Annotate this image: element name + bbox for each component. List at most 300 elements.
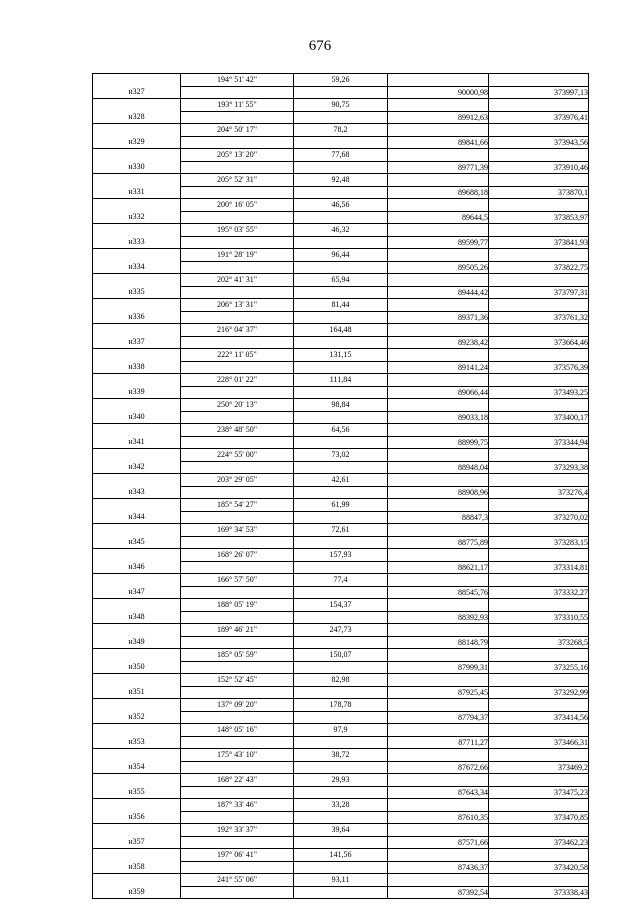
point-cell-empty (93, 174, 181, 187)
x-cell-empty (388, 574, 489, 587)
x-coordinate-cell: 89444,42 (388, 286, 489, 299)
point-id-cell: н330 (93, 161, 181, 174)
angle-cell-empty (181, 486, 294, 499)
point-row (93, 211, 589, 224)
point-id-cell: н327 (93, 86, 181, 99)
segment-row (93, 674, 589, 687)
point-cell-empty (93, 649, 181, 662)
angle-cell: 194° 51' 42" (181, 74, 294, 87)
x-cell-empty (388, 224, 489, 237)
y-coordinate-cell: 373462,23 (489, 836, 589, 849)
y-cell-empty (489, 724, 589, 737)
angle-cell-empty (181, 261, 294, 274)
y-cell-empty (489, 374, 589, 387)
x-coordinate-cell: 87610,35 (388, 811, 489, 824)
y-coordinate-cell: 373283,15 (489, 536, 589, 549)
distance-cell: 157,93 (294, 549, 388, 562)
segment-row (93, 149, 589, 162)
y-coordinate-cell: 373314,81 (489, 561, 589, 574)
point-cell-empty (93, 849, 181, 862)
distance-cell-empty (294, 786, 388, 799)
distance-cell-empty (294, 386, 388, 399)
y-coordinate-cell: 373761,32 (489, 311, 589, 324)
point-cell-empty (93, 349, 181, 362)
x-cell-empty (388, 199, 489, 212)
x-coordinate-cell: 87436,37 (388, 861, 489, 874)
point-row (93, 161, 589, 174)
distance-cell-empty (294, 586, 388, 599)
page-number: 676 (308, 38, 332, 54)
segment-row (93, 399, 589, 412)
point-id-cell: н354 (93, 761, 181, 774)
angle-cell: 206° 13' 31" (181, 299, 294, 312)
segment-row (93, 649, 589, 662)
angle-cell: 222° 11' 05" (181, 349, 294, 362)
angle-cell: 175° 43' 10" (181, 749, 294, 762)
distance-cell: 92,48 (294, 174, 388, 187)
y-coordinate-cell: 373870,1 (489, 186, 589, 199)
x-cell-empty (388, 399, 489, 412)
x-coordinate-cell: 88148,79 (388, 636, 489, 649)
y-cell-empty (489, 599, 589, 612)
distance-cell-empty (294, 436, 388, 449)
point-row (93, 561, 589, 574)
distance-cell-empty (294, 736, 388, 749)
angle-cell: 137° 09' 20" (181, 699, 294, 712)
y-cell-empty (489, 124, 589, 137)
segment-row (93, 874, 589, 887)
point-row (93, 811, 589, 824)
point-cell-empty (93, 699, 181, 712)
x-coordinate-cell: 89141,24 (388, 361, 489, 374)
point-id-cell: н359 (93, 886, 181, 899)
distance-cell: 59,26 (294, 74, 388, 87)
segment-row (93, 824, 589, 837)
distance-cell: 164,48 (294, 324, 388, 337)
x-coordinate-cell: 89505,26 (388, 261, 489, 274)
x-coordinate-cell: 89371,36 (388, 311, 489, 324)
y-coordinate-cell: 373310,55 (489, 611, 589, 624)
angle-cell-empty (181, 861, 294, 874)
y-cell-empty (489, 874, 589, 887)
angle-cell: 189° 46' 21" (181, 624, 294, 637)
x-cell-empty (388, 499, 489, 512)
y-cell-empty (489, 499, 589, 512)
point-row (93, 261, 589, 274)
x-cell-empty (388, 624, 489, 637)
y-coordinate-cell: 373997,13 (489, 86, 589, 99)
y-coordinate-cell: 373910,46 (489, 161, 589, 174)
angle-cell: 185° 54' 27" (181, 499, 294, 512)
point-cell-empty (93, 574, 181, 587)
point-row (93, 436, 589, 449)
x-cell-empty (388, 824, 489, 837)
distance-cell-empty (294, 811, 388, 824)
y-cell-empty (489, 74, 589, 87)
point-cell-empty (93, 224, 181, 237)
x-coordinate-cell: 87672,66 (388, 761, 489, 774)
y-coordinate-cell: 373268,5 (489, 636, 589, 649)
distance-cell-empty (294, 536, 388, 549)
x-cell-empty (388, 774, 489, 787)
point-id-cell: н342 (93, 461, 181, 474)
distance-cell: 78,2 (294, 124, 388, 137)
distance-cell: 38,72 (294, 749, 388, 762)
y-coordinate-cell: 373414,56 (489, 711, 589, 724)
y-coordinate-cell: 373853,97 (489, 211, 589, 224)
angle-cell: 152° 52' 45" (181, 674, 294, 687)
point-id-cell: н335 (93, 286, 181, 299)
point-id-cell: н328 (93, 111, 181, 124)
angle-cell: 203° 29' 05" (181, 474, 294, 487)
x-coordinate-cell: 88999,75 (388, 436, 489, 449)
y-cell-empty (489, 649, 589, 662)
angle-cell: 238° 48' 50" (181, 424, 294, 437)
x-coordinate-cell: 87392,54 (388, 886, 489, 899)
angle-cell: 204° 50' 17" (181, 124, 294, 137)
point-cell-empty (93, 74, 181, 87)
point-row (93, 336, 589, 349)
distance-cell: 93,11 (294, 874, 388, 887)
x-cell-empty (388, 724, 489, 737)
x-cell-empty (388, 374, 489, 387)
y-cell-empty (489, 99, 589, 112)
y-cell-empty (489, 699, 589, 712)
point-row (93, 461, 589, 474)
point-id-cell: н343 (93, 486, 181, 499)
point-cell-empty (93, 449, 181, 462)
point-row (93, 761, 589, 774)
y-coordinate-cell: 373469,2 (489, 761, 589, 774)
point-row (93, 286, 589, 299)
distance-cell: 131,15 (294, 349, 388, 362)
y-cell-empty (489, 224, 589, 237)
angle-cell-empty (181, 186, 294, 199)
point-id-cell: н357 (93, 836, 181, 849)
point-id-cell: н353 (93, 736, 181, 749)
segment-row (93, 199, 589, 212)
x-coordinate-cell: 87711,27 (388, 736, 489, 749)
segment-row (93, 424, 589, 437)
distance-cell: 46,56 (294, 199, 388, 212)
angle-cell-empty (181, 236, 294, 249)
segment-row (93, 374, 589, 387)
x-cell-empty (388, 524, 489, 537)
point-id-cell: н341 (93, 436, 181, 449)
x-cell-empty (388, 299, 489, 312)
angle-cell-empty (181, 136, 294, 149)
distance-cell-empty (294, 461, 388, 474)
distance-cell: 96,44 (294, 249, 388, 262)
y-cell-empty (489, 774, 589, 787)
x-cell-empty (388, 799, 489, 812)
distance-cell-empty (294, 486, 388, 499)
point-row (93, 486, 589, 499)
segment-row (93, 224, 589, 237)
point-row (93, 511, 589, 524)
y-coordinate-cell: 373841,93 (489, 236, 589, 249)
y-coordinate-cell: 373338,43 (489, 886, 589, 899)
x-cell-empty (388, 249, 489, 262)
angle-cell-empty (181, 111, 294, 124)
point-cell-empty (93, 149, 181, 162)
y-coordinate-cell: 373475,23 (489, 786, 589, 799)
distance-cell: 33,28 (294, 799, 388, 812)
x-cell-empty (388, 449, 489, 462)
point-cell-empty (93, 599, 181, 612)
point-row (93, 836, 589, 849)
distance-cell-empty (294, 211, 388, 224)
distance-cell-empty (294, 186, 388, 199)
distance-cell-empty (294, 236, 388, 249)
point-row (93, 136, 589, 149)
distance-cell: 65,94 (294, 274, 388, 287)
angle-cell: 224° 55' 00" (181, 449, 294, 462)
distance-cell: 77,68 (294, 149, 388, 162)
angle-cell: 197° 06' 41" (181, 849, 294, 862)
angle-cell-empty (181, 311, 294, 324)
point-cell-empty (93, 874, 181, 887)
segment-row (93, 774, 589, 787)
x-cell-empty (388, 424, 489, 437)
angle-cell-empty (181, 786, 294, 799)
distance-cell-empty (294, 411, 388, 424)
segment-row (93, 849, 589, 862)
distance-cell: 72,61 (294, 524, 388, 537)
y-coordinate-cell: 373255,16 (489, 661, 589, 674)
y-coordinate-cell: 373276,4 (489, 486, 589, 499)
x-cell-empty (388, 474, 489, 487)
point-cell-empty (93, 424, 181, 437)
y-coordinate-cell: 373822,75 (489, 261, 589, 274)
angle-cell: 185° 05' 59" (181, 649, 294, 662)
y-cell-empty (489, 249, 589, 262)
y-cell-empty (489, 749, 589, 762)
y-cell-empty (489, 174, 589, 187)
distance-cell-empty (294, 861, 388, 874)
point-cell-empty (93, 774, 181, 787)
angle-cell-empty (181, 511, 294, 524)
angle-cell: 228° 01' 22" (181, 374, 294, 387)
point-id-cell: н346 (93, 561, 181, 574)
angle-cell-empty (181, 286, 294, 299)
distance-cell-empty (294, 611, 388, 624)
y-coordinate-cell: 373332,27 (489, 586, 589, 599)
y-cell-empty (489, 474, 589, 487)
x-coordinate-cell: 89771,39 (388, 161, 489, 174)
point-id-cell: н339 (93, 386, 181, 399)
x-cell-empty (388, 649, 489, 662)
distance-cell-empty (294, 111, 388, 124)
y-coordinate-cell: 373470,85 (489, 811, 589, 824)
point-cell-empty (93, 724, 181, 737)
y-cell-empty (489, 799, 589, 812)
point-row (93, 111, 589, 124)
y-cell-empty (489, 849, 589, 862)
angle-cell: 166° 57' 50" (181, 574, 294, 587)
point-row (93, 661, 589, 674)
y-coordinate-cell: 373576,39 (489, 361, 589, 374)
y-cell-empty (489, 574, 589, 587)
point-row (93, 411, 589, 424)
distance-cell: 77,4 (294, 574, 388, 587)
distance-cell-empty (294, 836, 388, 849)
distance-cell-empty (294, 686, 388, 699)
point-cell-empty (93, 199, 181, 212)
segment-row (93, 349, 589, 362)
point-id-cell: н358 (93, 861, 181, 874)
y-cell-empty (489, 399, 589, 412)
angle-cell: 187° 33' 46" (181, 799, 294, 812)
point-cell-empty (93, 749, 181, 762)
angle-cell: 205° 13' 20" (181, 149, 294, 162)
angle-cell-empty (181, 211, 294, 224)
y-coordinate-cell: 373664,46 (489, 336, 589, 349)
distance-cell-empty (294, 361, 388, 374)
point-cell-empty (93, 624, 181, 637)
distance-cell: 150,07 (294, 649, 388, 662)
point-cell-empty (93, 799, 181, 812)
distance-cell: 97,9 (294, 724, 388, 737)
x-cell-empty (388, 149, 489, 162)
x-coordinate-cell: 88621,17 (388, 561, 489, 574)
point-cell-empty (93, 274, 181, 287)
point-id-cell: н336 (93, 311, 181, 324)
y-cell-empty (489, 424, 589, 437)
point-row (93, 611, 589, 624)
segment-row (93, 624, 589, 637)
segment-row (93, 524, 589, 537)
x-coordinate-cell: 90000,98 (388, 86, 489, 99)
segment-row (93, 549, 589, 562)
segment-row (93, 749, 589, 762)
point-id-cell: н329 (93, 136, 181, 149)
angle-cell-empty (181, 161, 294, 174)
point-id-cell: н349 (93, 636, 181, 649)
angle-cell-empty (181, 361, 294, 374)
angle-cell: 192° 33' 37" (181, 824, 294, 837)
y-cell-empty (489, 199, 589, 212)
distance-cell-empty (294, 511, 388, 524)
segment-row (93, 724, 589, 737)
distance-cell: 141,56 (294, 849, 388, 862)
y-coordinate-cell: 373344,94 (489, 436, 589, 449)
distance-cell-empty (294, 136, 388, 149)
distance-cell-empty (294, 711, 388, 724)
angle-cell: 169° 34' 53" (181, 524, 294, 537)
y-coordinate-cell: 373420,58 (489, 861, 589, 874)
point-id-cell: н352 (93, 711, 181, 724)
angle-cell-empty (181, 336, 294, 349)
segment-row (93, 74, 589, 87)
point-cell-empty (93, 824, 181, 837)
angle-cell-empty (181, 536, 294, 549)
point-cell-empty (93, 674, 181, 687)
distance-cell: 46,32 (294, 224, 388, 237)
angle-cell-empty (181, 761, 294, 774)
x-coordinate-cell: 87925,45 (388, 686, 489, 699)
x-coordinate-cell: 87643,34 (388, 786, 489, 799)
x-coordinate-cell: 88545,76 (388, 586, 489, 599)
point-cell-empty (93, 249, 181, 262)
x-coordinate-cell: 89599,77 (388, 236, 489, 249)
angle-cell: 188° 05' 19" (181, 599, 294, 612)
angle-cell-empty (181, 611, 294, 624)
x-coordinate-cell: 87571,66 (388, 836, 489, 849)
segment-row (93, 799, 589, 812)
angle-cell: 148° 05' 16" (181, 724, 294, 737)
angle-cell-empty (181, 461, 294, 474)
point-cell-empty (93, 524, 181, 537)
point-id-cell: н355 (93, 786, 181, 799)
segment-row (93, 274, 589, 287)
segment-row (93, 249, 589, 262)
angle-cell: 200° 16' 05" (181, 199, 294, 212)
y-coordinate-cell: 373797,31 (489, 286, 589, 299)
x-coordinate-cell: 89238,42 (388, 336, 489, 349)
x-coordinate-cell: 87999,31 (388, 661, 489, 674)
x-cell-empty (388, 349, 489, 362)
x-cell-empty (388, 549, 489, 562)
point-row (93, 86, 589, 99)
coordinates-table (92, 73, 589, 899)
angle-cell-empty (181, 886, 294, 899)
y-cell-empty (489, 324, 589, 337)
distance-cell: 90,75 (294, 99, 388, 112)
point-cell-empty (93, 299, 181, 312)
x-cell-empty (388, 174, 489, 187)
point-id-cell: н334 (93, 261, 181, 274)
x-coordinate-cell: 88392,93 (388, 611, 489, 624)
angle-cell-empty (181, 636, 294, 649)
point-id-cell: н345 (93, 536, 181, 549)
distance-cell: 64,56 (294, 424, 388, 437)
point-row (93, 186, 589, 199)
distance-cell-empty (294, 261, 388, 274)
point-id-cell: н344 (93, 511, 181, 524)
y-cell-empty (489, 449, 589, 462)
angle-cell: 168° 26' 07" (181, 549, 294, 562)
x-cell-empty (388, 324, 489, 337)
point-cell-empty (93, 399, 181, 412)
angle-cell-empty (181, 811, 294, 824)
angle-cell-empty (181, 86, 294, 99)
point-id-cell: н348 (93, 611, 181, 624)
segment-row (93, 324, 589, 337)
point-id-cell: н337 (93, 336, 181, 349)
angle-cell-empty (181, 836, 294, 849)
point-cell-empty (93, 549, 181, 562)
angle-cell-empty (181, 736, 294, 749)
y-cell-empty (489, 149, 589, 162)
point-id-cell: н351 (93, 686, 181, 699)
angle-cell: 241° 55' 06" (181, 874, 294, 887)
distance-cell-empty (294, 886, 388, 899)
distance-cell: 29,93 (294, 774, 388, 787)
point-row (93, 861, 589, 874)
angle-cell-empty (181, 386, 294, 399)
x-coordinate-cell: 89066,44 (388, 386, 489, 399)
distance-cell-empty (294, 336, 388, 349)
point-id-cell: н338 (93, 361, 181, 374)
point-row (93, 711, 589, 724)
angle-cell: 191° 28' 19" (181, 249, 294, 262)
distance-cell: 98,84 (294, 399, 388, 412)
distance-cell: 154,37 (294, 599, 388, 612)
segment-row (93, 99, 589, 112)
x-coordinate-cell: 89841,66 (388, 136, 489, 149)
angle-cell-empty (181, 411, 294, 424)
